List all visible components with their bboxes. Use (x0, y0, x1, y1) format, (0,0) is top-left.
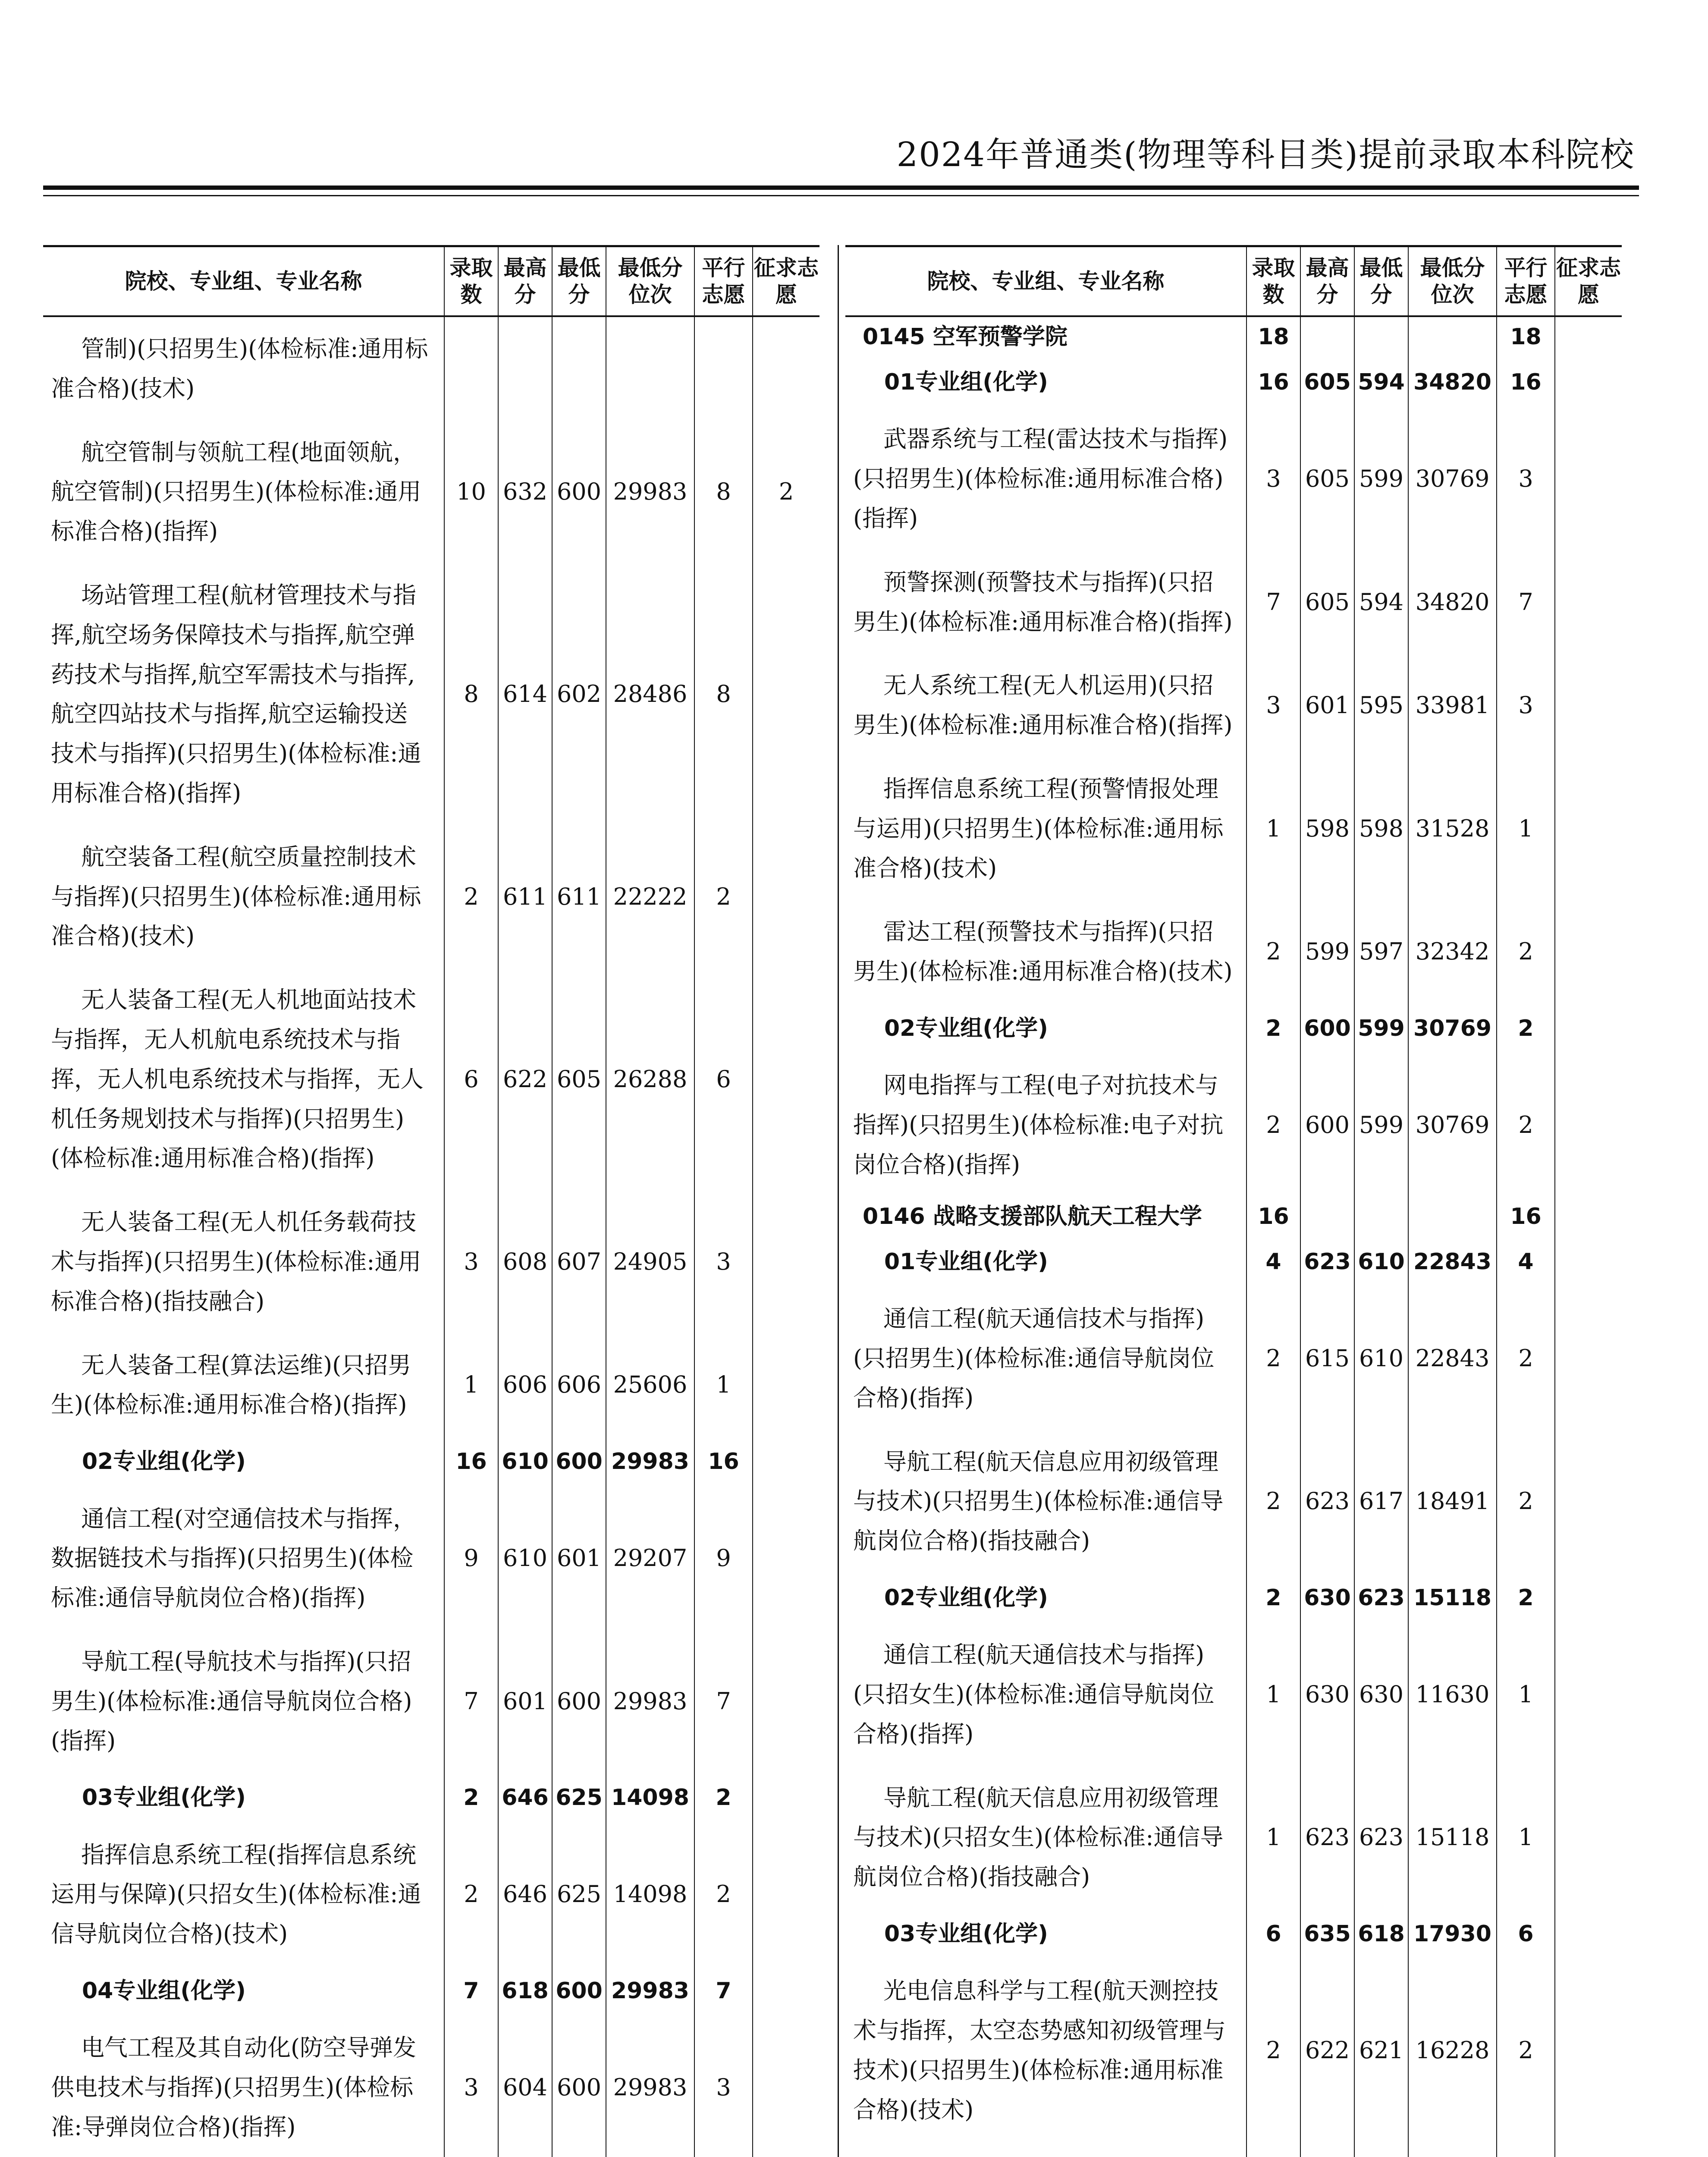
school-row (845, 1197, 1622, 1237)
cell-max: 618 (498, 1966, 552, 2016)
cell-solicit (1555, 1623, 1622, 1766)
cell-rank: 22843 (1408, 1287, 1497, 1430)
cell-max: 646 (498, 1823, 552, 1966)
cell-rank: 30769 (1408, 1053, 1497, 1196)
major-row (43, 316, 819, 421)
cell-count: 8 (444, 563, 498, 825)
cell-max: 604 (498, 2016, 552, 2157)
cell-count: 10 (444, 421, 498, 563)
cell-solicit (1555, 1287, 1622, 1430)
cell-parallel: 3 (694, 1190, 753, 1333)
cell-solicit (1555, 900, 1622, 1003)
cell-name: 无人装备工程(算法运维)(只招男生)(体检标准:通用标准合格)(指挥) (43, 1333, 444, 1437)
cell-count: 3 (1246, 407, 1300, 550)
major-row (43, 968, 819, 1190)
header-rule-thin (43, 195, 1639, 196)
cell-min: 630 (1354, 1623, 1408, 1766)
cell-max: 605 (1300, 550, 1354, 654)
cell-name: 电气工程及其自动化(防空导弹发供电技术与指挥)(只招男生)(体检标准:导弹岗位合格)(指挥) (43, 2016, 444, 2157)
cell-parallel: 7 (694, 1966, 753, 2016)
cell-rank: 28486 (606, 563, 694, 825)
group-row (845, 1573, 1622, 1623)
major-row (845, 1623, 1622, 1766)
cell-solicit (1555, 1197, 1622, 1237)
major-row (43, 563, 819, 825)
cell-parallel: 8 (694, 563, 753, 825)
cell-name: 预警探测(预警技术与指挥)(只招男生)(体检标准:通用标准合格)(指挥) (845, 550, 1246, 654)
col-header-name: 院校、专业组、专业名称 (845, 246, 1246, 317)
major-row (845, 900, 1622, 1003)
cell-min: 610 (1354, 1237, 1408, 1287)
cell-name: 航空装备工程(航空质量控制技术与指挥)(只招男生)(体检标准:通用标准合格)(技术) (43, 825, 444, 968)
cell-rank: 17930 (1408, 1909, 1497, 1959)
cell-rank: 33981 (1408, 654, 1497, 757)
cell-parallel: 7 (1497, 550, 1555, 654)
col-header-max: 最高分 (1300, 246, 1354, 317)
col-header-rank: 最低分位次 (1408, 246, 1497, 317)
major-row (845, 1287, 1622, 1430)
cell-name: 无人系统工程(无人机运用)(只招男生)(体检标准:通用标准合格)(指挥) (845, 654, 1246, 757)
cell-name: 导航工程(航天信息应用初级管理与技术)(只招女生)(体检标准:通信导航岗位合格)(指技融合) (845, 1766, 1246, 1909)
cell-count: 3 (1246, 654, 1300, 757)
cell-solicit (753, 1630, 819, 1773)
column-separator (838, 245, 839, 2157)
cell-name: 03专业组(化学) (43, 1773, 444, 1823)
cell-name (845, 2142, 1246, 2157)
cell-rank: 16228 (1408, 1959, 1497, 2141)
cell-max: 623 (1300, 1766, 1354, 1909)
cell-count: 2 (444, 825, 498, 968)
cell-min: 611 (552, 825, 606, 968)
cell-count: 1 (1246, 757, 1300, 900)
cell-name: 网电指挥与工程(电子对抗技术与指挥)(只招男生)(体检标准:电子对抗岗位合格)(指挥) (845, 1053, 1246, 1196)
cell-max: 600 (1300, 1003, 1354, 1053)
table-header-row (43, 246, 819, 317)
cell-max: 635 (1300, 1909, 1354, 1959)
cell-solicit (753, 825, 819, 968)
cell-count: 2 (444, 1823, 498, 1966)
cell-rank: 29983 (606, 2016, 694, 2157)
cell-count: 1 (1246, 1766, 1300, 1909)
major-row (43, 1630, 819, 1773)
col-header-solicit: 征求志愿 (753, 246, 819, 317)
cell-max: 632 (498, 421, 552, 563)
cell-solicit (753, 563, 819, 825)
cell-max: 610 (498, 1487, 552, 1630)
major-row (43, 421, 819, 563)
cell-parallel: 1 (694, 1333, 753, 1437)
cell-rank: 34820 (1408, 357, 1497, 407)
cell-max: 600 (1300, 1053, 1354, 1196)
cell-max: 622 (498, 968, 552, 1190)
school-row (845, 316, 1622, 357)
cell-solicit (753, 1190, 819, 1333)
cell-min: 599 (1354, 1003, 1408, 1053)
major-row (845, 550, 1622, 654)
col-header-solicit: 征求志愿 (1555, 246, 1622, 317)
cell-solicit (753, 1773, 819, 1823)
group-row (845, 1909, 1622, 1959)
major-row (845, 1766, 1622, 1909)
cell-parallel: 8 (694, 421, 753, 563)
cell-min: 625 (552, 1823, 606, 1966)
cell-rank: 31528 (1408, 757, 1497, 900)
cell-min (1354, 316, 1408, 357)
group-row (43, 1437, 819, 1487)
cell-count: 9 (444, 1487, 498, 1630)
cell-rank: 29983 (606, 421, 694, 563)
cell-min: 600 (552, 421, 606, 563)
cell-parallel (1497, 2142, 1555, 2157)
cell-name: 0146 战略支援部队航天工程大学 (845, 1197, 1246, 1237)
cell-rank: 22222 (606, 825, 694, 968)
col-header-name: 院校、专业组、专业名称 (43, 246, 444, 317)
col-header-rank: 最低分位次 (606, 246, 694, 317)
cell-count (444, 316, 498, 421)
cell-count: 7 (444, 1966, 498, 2016)
cell-count: 6 (444, 968, 498, 1190)
cell-max: 599 (1300, 900, 1354, 1003)
cell-name: 场站管理工程(航材管理技术与指挥,航空场务保障技术与指挥,航空弹药技术与指挥,航空军需技术与指挥,航空四站技术与指挥,航空运输投送技术与指挥)(只招男生)(体检标准:通用标准合格)(指挥) (43, 563, 444, 825)
cell-name: 01专业组(化学) (845, 357, 1246, 407)
cell-count: 1 (444, 1333, 498, 1437)
cell-parallel: 2 (1497, 1287, 1555, 1430)
cell-solicit (753, 1333, 819, 1437)
cell-rank: 30769 (1408, 1003, 1497, 1053)
cell-solicit (1555, 757, 1622, 900)
cell-max: 615 (1300, 1287, 1354, 1430)
cell-solicit (1555, 1766, 1622, 1909)
cell-solicit (753, 1966, 819, 2016)
cell-max (1300, 1197, 1354, 1237)
cell-max: 611 (498, 825, 552, 968)
cell-name: 航空管制与领航工程(地面领航，航空管制)(只招男生)(体检标准:通用标准合格)(指挥) (43, 421, 444, 563)
cell-parallel: 2 (1497, 1003, 1555, 1053)
cell-parallel: 1 (1497, 757, 1555, 900)
cell-count (1246, 2142, 1300, 2157)
cell-solicit (753, 316, 819, 421)
cell-count: 2 (1246, 1053, 1300, 1196)
cell-min: 625 (552, 1773, 606, 1823)
cell-min: 623 (1354, 1573, 1408, 1623)
cell-min: 606 (552, 1333, 606, 1437)
cell-rank: 29207 (606, 1487, 694, 1630)
cell-min: 602 (552, 563, 606, 825)
group-row (43, 1966, 819, 2016)
cell-rank: 14098 (606, 1823, 694, 1966)
cell-parallel: 16 (1497, 1197, 1555, 1237)
header-rule-thick (43, 186, 1639, 190)
cell-rank: 29983 (606, 1630, 694, 1773)
cell-solicit (1555, 1237, 1622, 1287)
cell-count: 2 (1246, 1287, 1300, 1430)
col-header-parallel: 平行志愿 (694, 246, 753, 317)
cell-rank: 24905 (606, 1190, 694, 1333)
cell-name: 01专业组(化学) (845, 1237, 1246, 1287)
cell-rank (1408, 1197, 1497, 1237)
major-row (845, 1430, 1622, 1573)
cell-max: 601 (1300, 654, 1354, 757)
cell-min: 599 (1354, 407, 1408, 550)
cell-max: 623 (1300, 1237, 1354, 1287)
cell-count: 18 (1246, 316, 1300, 357)
major-row (43, 1487, 819, 1630)
col-header-min: 最低分 (552, 246, 606, 317)
cell-max: 605 (1300, 357, 1354, 407)
cell-count: 7 (1246, 550, 1300, 654)
cell-parallel: 2 (694, 1773, 753, 1823)
cell-count: 3 (444, 2016, 498, 2157)
cell-parallel: 1 (1497, 1766, 1555, 1909)
cell-count: 7 (444, 1630, 498, 1773)
cell-solicit (1555, 654, 1622, 757)
group-row (43, 1773, 819, 1823)
left-admission-table (43, 245, 819, 2157)
cell-max: 598 (1300, 757, 1354, 900)
cell-name: 0145 空军预警学院 (845, 316, 1246, 357)
cell-solicit (1555, 2142, 1622, 2157)
cell-rank: 30769 (1408, 407, 1497, 550)
cell-solicit (753, 968, 819, 1190)
major-row (845, 654, 1622, 757)
cell-solicit (1555, 1430, 1622, 1573)
cell-min: 599 (1354, 1053, 1408, 1196)
major-row (845, 757, 1622, 900)
cell-max: 606 (498, 1333, 552, 1437)
cell-min: 617 (1354, 1430, 1408, 1573)
cell-min: 623 (1354, 1766, 1408, 1909)
cell-count: 2 (1246, 1003, 1300, 1053)
major-row (845, 407, 1622, 550)
cell-parallel: 2 (1497, 900, 1555, 1003)
cell-count: 2 (1246, 1430, 1300, 1573)
cell-parallel: 16 (694, 1437, 753, 1487)
cell-solicit (753, 1437, 819, 1487)
cell-max: 622 (1300, 1959, 1354, 2141)
cell-min: 598 (1354, 757, 1408, 900)
cell-max (1300, 316, 1354, 357)
major-row (845, 1959, 1622, 2141)
cell-name: 02专业组(化学) (845, 1573, 1246, 1623)
cell-name: 通信工程(航天通信技术与指挥)(只招女生)(体检标准:通信导航岗位合格)(指挥) (845, 1623, 1246, 1766)
cell-solicit (753, 1487, 819, 1630)
cell-name: 光电信息科学与工程(航天测控技术与指挥，太空态势感知初级管理与技术)(只招男生)(体检标准:通用标准合格)(技术) (845, 1959, 1246, 2141)
cell-parallel: 7 (694, 1630, 753, 1773)
cell-parallel: 6 (694, 968, 753, 1190)
cell-count: 6 (1246, 1909, 1300, 1959)
col-header-parallel: 平行志愿 (1497, 246, 1555, 317)
cell-parallel: 18 (1497, 316, 1555, 357)
cell-parallel: 3 (1497, 654, 1555, 757)
cell-rank: 29983 (606, 1966, 694, 2016)
cell-rank: 18491 (1408, 1430, 1497, 1573)
cell-min: 600 (552, 2016, 606, 2157)
cell-rank: 14098 (606, 1773, 694, 1823)
cell-parallel: 2 (1497, 1053, 1555, 1196)
cell-count: 1 (1246, 1623, 1300, 1766)
col-header-min: 最低分 (1354, 246, 1408, 317)
major-row (845, 2142, 1622, 2157)
cell-solicit (1555, 1909, 1622, 1959)
major-row (43, 825, 819, 968)
cell-name: 02专业组(化学) (43, 1437, 444, 1487)
cell-solicit (1555, 357, 1622, 407)
cell-parallel: 9 (694, 1487, 753, 1630)
cell-min: 618 (1354, 1909, 1408, 1959)
cell-max: 601 (498, 1630, 552, 1773)
cell-solicit (1555, 1573, 1622, 1623)
cell-count: 2 (444, 1773, 498, 1823)
cell-parallel (694, 316, 753, 421)
cell-max: 623 (1300, 1430, 1354, 1573)
cell-name: 管制)(只招男生)(体检标准:通用标准合格)(技术) (43, 316, 444, 421)
cell-name: 无人装备工程(无人机地面站技术与指挥，无人机航电系统技术与指挥，无人机电系统技术与指挥，无人机任务规划技术与指挥)(只招男生)(体检标准:通用标准合格)(指挥) (43, 968, 444, 1190)
cell-parallel: 16 (1497, 357, 1555, 407)
cell-name: 指挥信息系统工程(指挥信息系统运用与保障)(只招女生)(体检标准:通信导航岗位合格)(技术) (43, 1823, 444, 1966)
cell-rank: 26288 (606, 968, 694, 1190)
right-table-body (845, 316, 1622, 2157)
cell-name: 04专业组(化学) (43, 1966, 444, 2016)
cell-max (1300, 2142, 1354, 2157)
cell-solicit (1555, 550, 1622, 654)
major-row (43, 1823, 819, 1966)
col-header-count: 录取数 (444, 246, 498, 317)
cell-solicit (1555, 1003, 1622, 1053)
cell-min: 610 (1354, 1287, 1408, 1430)
cell-name: 02专业组(化学) (845, 1003, 1246, 1053)
cell-max (498, 316, 552, 421)
cell-min: 605 (552, 968, 606, 1190)
cell-count: 2 (1246, 1573, 1300, 1623)
cell-min: 600 (552, 1630, 606, 1773)
cell-solicit (1555, 407, 1622, 550)
table-header-row (845, 246, 1622, 317)
cell-name: 指挥信息系统工程(预警情报处理与运用)(只招男生)(体检标准:通用标准合格)(技术) (845, 757, 1246, 900)
cell-min: 621 (1354, 1959, 1408, 2141)
cell-rank: 15118 (1408, 1766, 1497, 1909)
major-row (43, 1333, 819, 1437)
cell-rank: 32342 (1408, 900, 1497, 1003)
page-header-title: 2024年普通类(物理等科目类)提前录取本科院校 (896, 135, 1635, 174)
cell-max: 646 (498, 1773, 552, 1823)
cell-name: 通信工程(航天通信技术与指挥)(只招男生)(体检标准:通信导航岗位合格)(指挥) (845, 1287, 1246, 1430)
cell-min: 595 (1354, 654, 1408, 757)
cell-solicit (1555, 1959, 1622, 2141)
cell-name: 导航工程(航天信息应用初级管理与技术)(只招男生)(体检标准:通信导航岗位合格)(指技融合) (845, 1430, 1246, 1573)
cell-max: 605 (1300, 407, 1354, 550)
cell-min (1354, 1197, 1408, 1237)
cell-parallel: 4 (1497, 1237, 1555, 1287)
cell-count: 16 (1246, 357, 1300, 407)
cell-min: 594 (1354, 357, 1408, 407)
cell-max: 630 (1300, 1623, 1354, 1766)
cell-parallel: 2 (1497, 1573, 1555, 1623)
col-header-max: 最高分 (498, 246, 552, 317)
cell-min (552, 316, 606, 421)
cell-rank: 11630 (1408, 1623, 1497, 1766)
cell-parallel: 2 (694, 825, 753, 968)
group-row (845, 357, 1622, 407)
cell-solicit (753, 1823, 819, 1966)
cell-rank (1408, 2142, 1497, 2157)
cell-min: 600 (552, 1966, 606, 2016)
cell-count: 2 (1246, 900, 1300, 1003)
cell-name: 雷达工程(预警技术与指挥)(只招男生)(体检标准:通用标准合格)(技术) (845, 900, 1246, 1003)
col-header-count: 录取数 (1246, 246, 1300, 317)
cell-min: 601 (552, 1487, 606, 1630)
cell-solicit (1555, 1053, 1622, 1196)
major-row (43, 2016, 819, 2157)
cell-max: 614 (498, 563, 552, 825)
group-row (845, 1237, 1622, 1287)
cell-solicit (753, 2016, 819, 2157)
cell-rank (1408, 316, 1497, 357)
group-row (845, 1003, 1622, 1053)
right-admission-table (845, 245, 1622, 2157)
cell-name: 无人装备工程(无人机任务载荷技术与指挥)(只招男生)(体检标准:通用标准合格)(指技融合) (43, 1190, 444, 1333)
cell-rank: 25606 (606, 1333, 694, 1437)
cell-name: 03专业组(化学) (845, 1909, 1246, 1959)
cell-max: 608 (498, 1190, 552, 1333)
cell-name: 导航工程(导航技术与指挥)(只招男生)(体检标准:通信导航岗位合格)(指挥) (43, 1630, 444, 1773)
cell-count: 4 (1246, 1237, 1300, 1287)
cell-solicit: 2 (753, 421, 819, 563)
cell-name: 武器系统与工程(雷达技术与指挥)(只招男生)(体检标准:通用标准合格)(指挥) (845, 407, 1246, 550)
cell-parallel: 2 (694, 1823, 753, 1966)
left-table-body (43, 316, 819, 2157)
cell-solicit (1555, 316, 1622, 357)
cell-rank: 29983 (606, 1437, 694, 1487)
cell-parallel: 6 (1497, 1909, 1555, 1959)
cell-parallel: 3 (1497, 407, 1555, 550)
major-row (845, 1053, 1622, 1196)
cell-min: 594 (1354, 550, 1408, 654)
cell-count: 16 (444, 1437, 498, 1487)
cell-rank (606, 316, 694, 421)
cell-parallel: 2 (1497, 1430, 1555, 1573)
cell-parallel: 3 (694, 2016, 753, 2157)
cell-rank: 15118 (1408, 1573, 1497, 1623)
cell-min: 607 (552, 1190, 606, 1333)
cell-count: 3 (444, 1190, 498, 1333)
cell-count: 16 (1246, 1197, 1300, 1237)
cell-rank: 22843 (1408, 1237, 1497, 1287)
cell-max: 630 (1300, 1573, 1354, 1623)
cell-rank: 34820 (1408, 550, 1497, 654)
cell-min: 597 (1354, 900, 1408, 1003)
cell-parallel: 1 (1497, 1623, 1555, 1766)
cell-parallel: 2 (1497, 1959, 1555, 2141)
cell-min: 600 (552, 1437, 606, 1487)
cell-max: 610 (498, 1437, 552, 1487)
cell-count: 2 (1246, 1959, 1300, 2141)
cell-name: 通信工程(对空通信技术与指挥，数据链技术与指挥)(只招男生)(体检标准:通信导航岗位合格)(指挥) (43, 1487, 444, 1630)
major-row (43, 1190, 819, 1333)
cell-min (1354, 2142, 1408, 2157)
